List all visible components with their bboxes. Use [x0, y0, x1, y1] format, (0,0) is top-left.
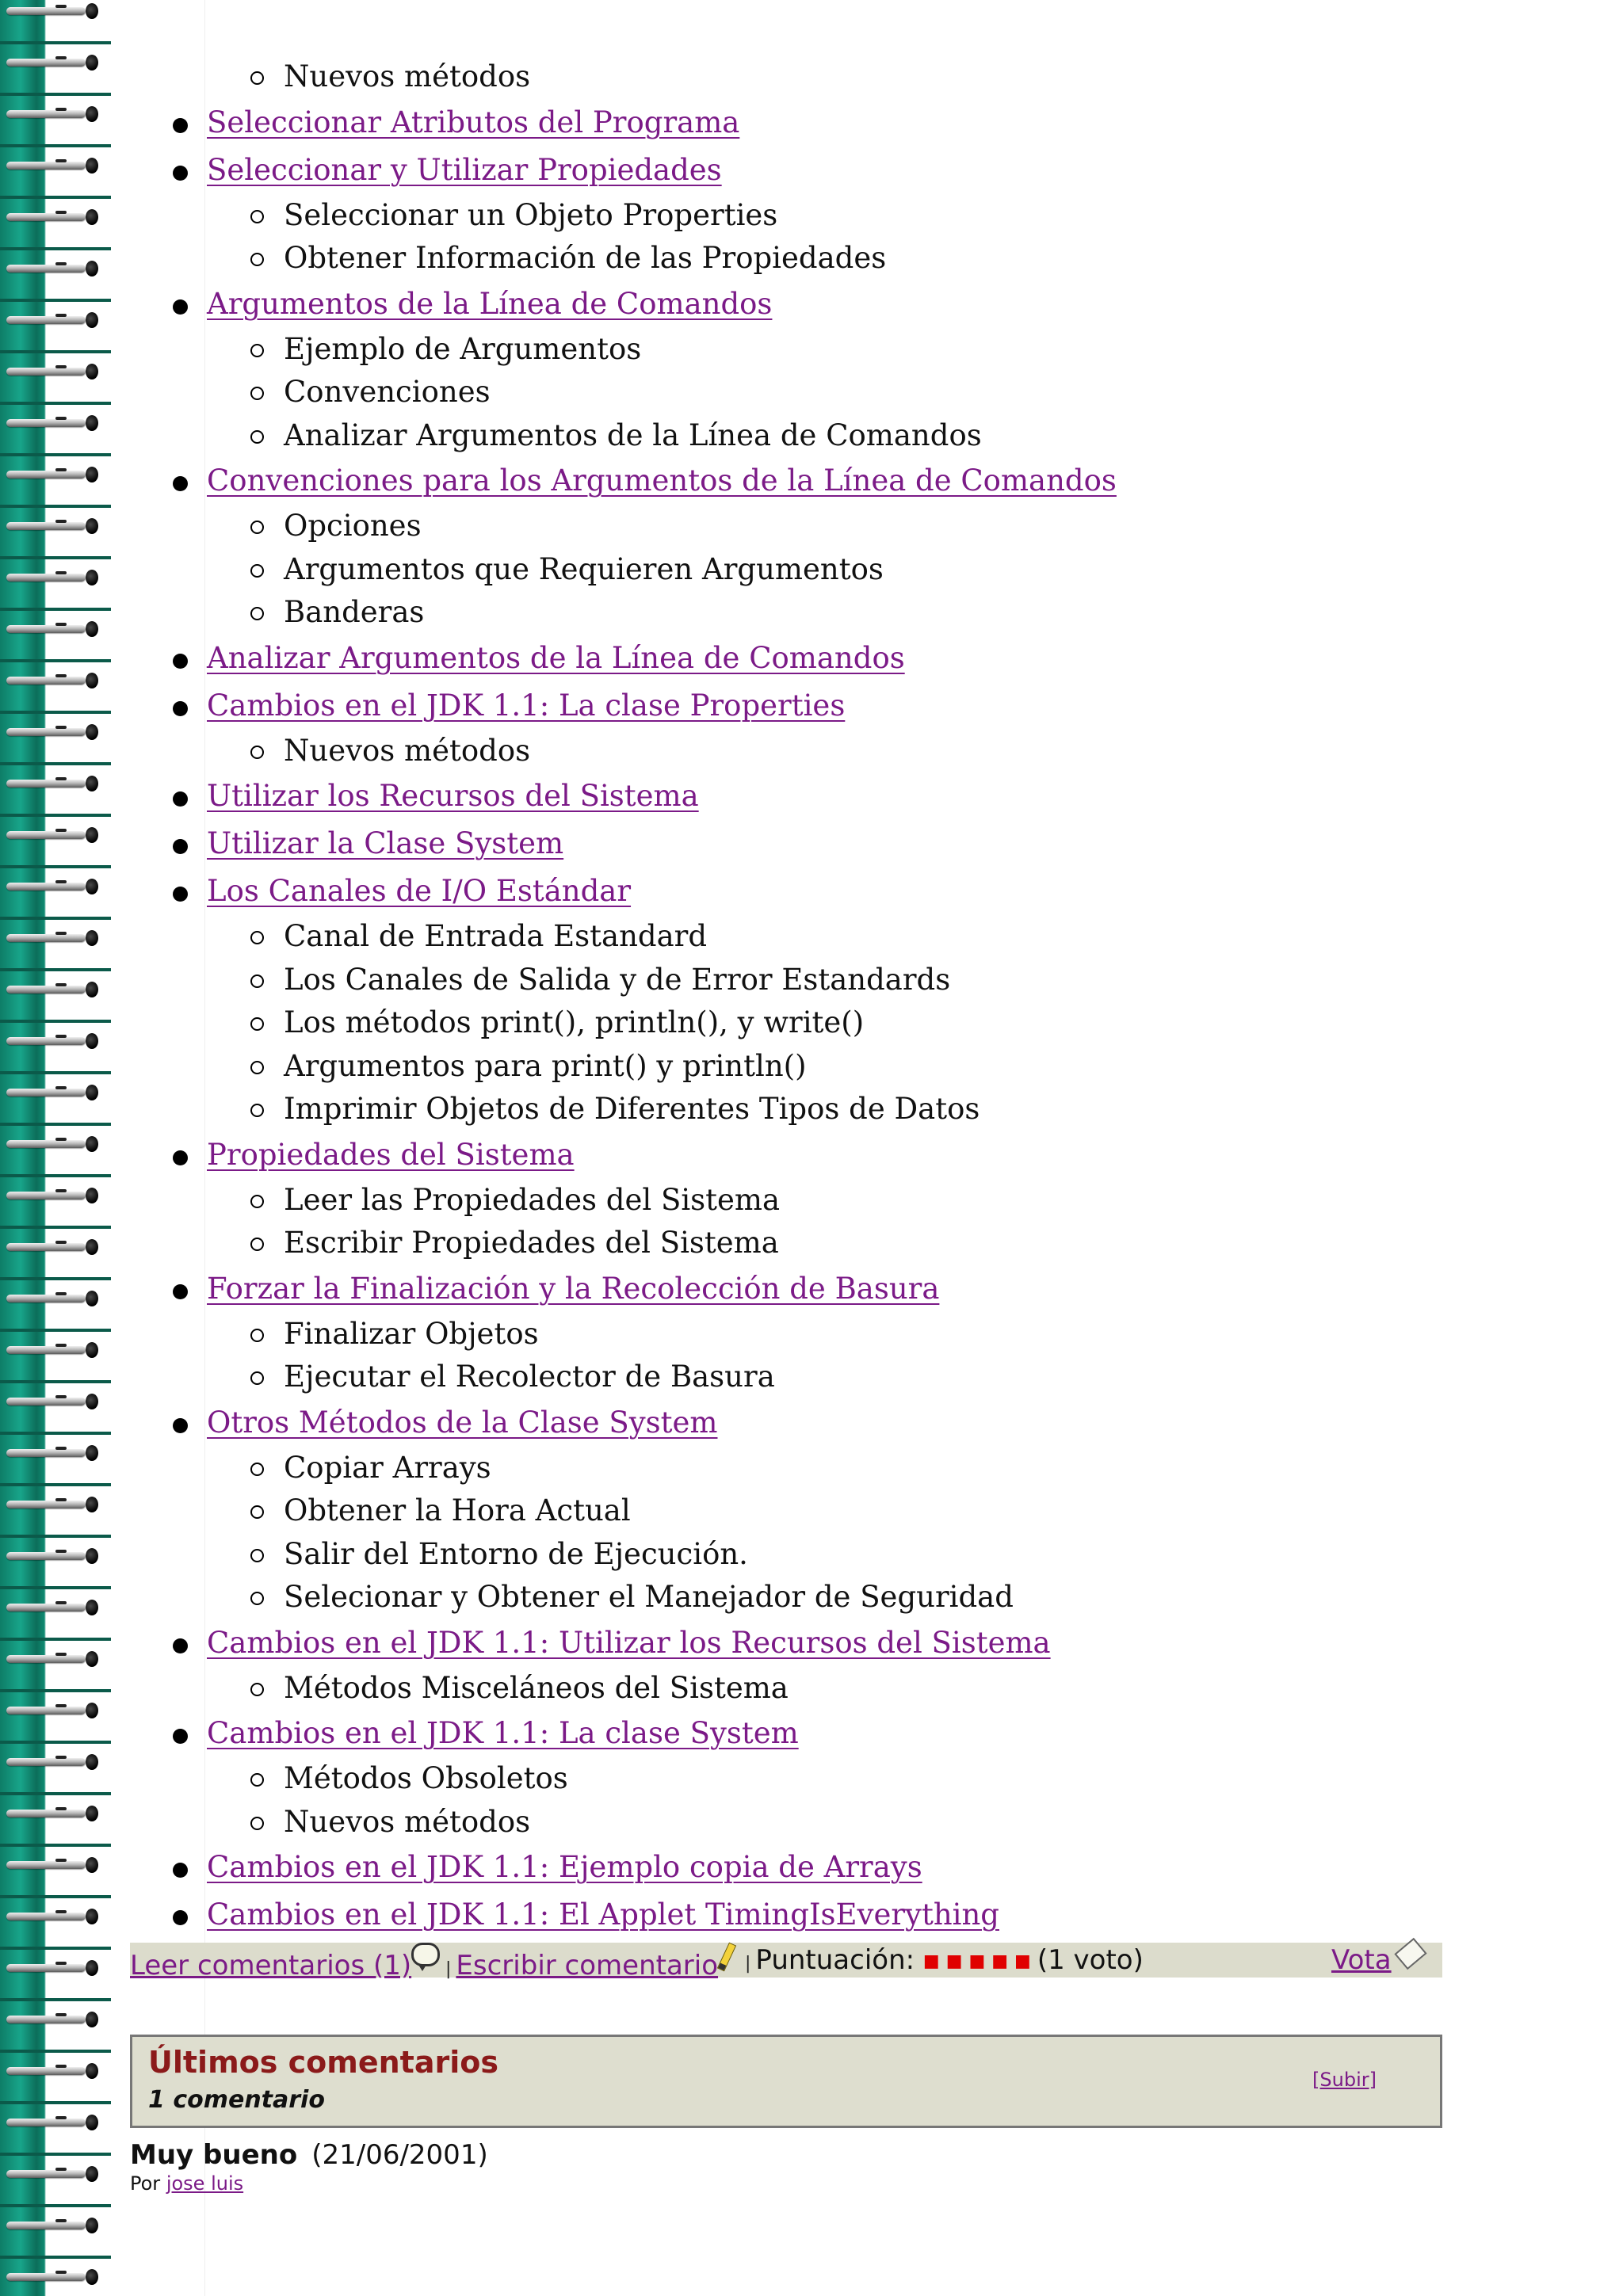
toc-subsection-item	[0, 730, 1442, 773]
toc-list	[0, 55, 1442, 1939]
bullet-icon	[173, 118, 188, 133]
bullet-icon	[173, 1418, 188, 1433]
bullet-icon	[173, 1284, 188, 1299]
circle-bullet-icon	[250, 1683, 264, 1696]
latest-comments-header	[130, 2035, 1442, 2128]
pencil-icon	[717, 1943, 736, 1972]
toc-subsection-label: Banderas	[284, 595, 425, 629]
toc-subsection-item	[0, 414, 1442, 458]
toc-section-item	[0, 772, 1442, 820]
toc-section-item	[0, 1399, 1442, 1447]
toc-subsection-item	[0, 1313, 1442, 1356]
bullet-icon	[173, 654, 188, 669]
circle-bullet-icon	[250, 1195, 264, 1208]
toc-subsection-item	[0, 1447, 1442, 1490]
circle-bullet-icon	[250, 1017, 264, 1031]
toc-subsection-item	[0, 1222, 1442, 1265]
circle-bullet-icon	[250, 1061, 264, 1074]
comment-date: (21/06/2001)	[311, 2139, 488, 2171]
toc-subsection-label: Canal de Entrada Estandard	[284, 919, 708, 953]
comment-title: Muy bueno	[130, 2139, 298, 2171]
spiral-ring	[6, 2214, 101, 2237]
separator: |	[745, 1954, 751, 1974]
score-label: Puntuación:	[755, 1944, 915, 1976]
circle-bullet-icon	[250, 1549, 264, 1562]
bullet-icon	[173, 1910, 188, 1925]
toc-subsection-item	[0, 548, 1442, 592]
circle-bullet-icon	[250, 1371, 264, 1385]
toc-section-item	[0, 147, 1442, 194]
vote-icon[interactable]	[1394, 1938, 1426, 1970]
toc-section-item	[0, 1131, 1442, 1179]
speech-bubble-icon	[411, 1943, 440, 1966]
circle-bullet-icon	[250, 1773, 264, 1787]
spiral-ring	[6, 2008, 101, 2031]
circle-bullet-icon	[250, 1463, 264, 1476]
comment-byline	[130, 2172, 1438, 2195]
toc-subsection-item	[0, 1533, 1442, 1577]
write-comment-link[interactable]: Escribir comentario	[456, 1950, 719, 1981]
spiral-ring	[6, 1957, 101, 1979]
toc-subsection-item	[0, 1667, 1442, 1711]
toc-subsection-item	[0, 1489, 1442, 1533]
toc-subsection-label: Nuevos métodos	[284, 1804, 531, 1839]
circle-bullet-icon	[250, 1505, 264, 1519]
toc-subsection-label: Imprimir Objetos de Diferentes Tipos de Datos	[284, 1092, 980, 1126]
toc-subsection-label: Métodos Misceláneos del Sistema	[284, 1670, 789, 1705]
toc-section-link[interactable]: Propiedades del Sistema	[207, 1137, 575, 1172]
toc-section-item	[0, 635, 1442, 682]
toc-section-link[interactable]: Cambios en el JDK 1.1: Ejemplo copia de Arrays	[207, 1850, 922, 1884]
toc-section-link[interactable]: Utilizar la Clase System	[207, 826, 564, 860]
toc-section-link[interactable]: Convenciones para los Argumentos de la Línea de Comandos	[207, 463, 1117, 498]
toc-section-item	[0, 99, 1442, 147]
circle-bullet-icon	[250, 1238, 264, 1251]
toc-subsection-label: Convenciones	[284, 375, 491, 409]
toc-section-link[interactable]: Cambios en el JDK 1.1: El Applet TimingIsEverything	[207, 1897, 999, 1932]
table-of-contents	[0, 55, 1442, 1939]
circle-bullet-icon	[250, 974, 264, 988]
toc-section-link[interactable]: Los Canales de I/O Estándar	[207, 874, 632, 908]
rating-bar	[130, 1943, 1442, 1981]
toc-subsection-item	[0, 1801, 1442, 1844]
spiral-ring	[6, 2266, 101, 2288]
toc-subsection-label: Obtener Información de las Propiedades	[284, 241, 887, 275]
circle-bullet-icon	[250, 344, 264, 357]
toc-section-item	[0, 280, 1442, 328]
toc-section-link[interactable]: Cambios en el JDK 1.1: La clase Properties	[207, 688, 846, 723]
toc-section-item	[0, 1891, 1442, 1939]
comment-entry	[130, 2139, 1438, 2195]
toc-subsection-label: Obtener la Hora Actual	[284, 1493, 631, 1527]
toc-subsection-label: Los métodos print(), println(), y write()	[284, 1005, 865, 1039]
vote-link[interactable]: Vota	[1331, 1944, 1392, 1976]
toc-section-item	[0, 457, 1442, 505]
toc-subsection-item	[0, 1356, 1442, 1399]
toc-subsection-item	[0, 371, 1442, 414]
toc-subsection-item	[0, 55, 1442, 99]
toc-section-item	[0, 820, 1442, 868]
toc-subsection-item	[0, 237, 1442, 280]
back-to-top-link[interactable]: [Subir]	[1312, 2069, 1377, 2091]
toc-section-item	[0, 1710, 1442, 1757]
toc-subsection-item	[0, 505, 1442, 548]
bullet-icon	[173, 887, 188, 902]
read-comments-link[interactable]: Leer comentarios (1)	[130, 1950, 412, 1981]
circle-bullet-icon	[250, 253, 264, 266]
toc-section-link[interactable]: Utilizar los Recursos del Sistema	[207, 779, 699, 813]
toc-subsection-label: Escribir Propiedades del Sistema	[284, 1226, 779, 1260]
bullet-icon	[173, 299, 188, 315]
votes-count: (1 voto)	[1037, 1944, 1144, 1976]
toc-subsection-label: Argumentos que Requieren Argumentos	[284, 551, 884, 586]
by-label: Por	[130, 2172, 161, 2195]
toc-section-item	[0, 1619, 1442, 1667]
toc-subsection-item	[0, 1576, 1442, 1619]
toc-subsection-item	[0, 915, 1442, 959]
latest-comments-title: Últimos comentarios	[148, 2045, 498, 2080]
circle-bullet-icon	[250, 1592, 264, 1605]
bullet-icon	[173, 166, 188, 181]
toc-section-link[interactable]: Forzar la Finalización y la Recolección de Basura	[207, 1271, 940, 1306]
toc-section-link[interactable]: Otros Métodos de la Clase System	[207, 1405, 718, 1440]
spiral-ring	[6, 2060, 101, 2082]
toc-subsection-item	[0, 959, 1442, 1002]
bullet-icon	[173, 701, 188, 716]
toc-subsection-item	[0, 591, 1442, 635]
circle-bullet-icon	[250, 1329, 264, 1342]
toc-subsection-label: Ejecutar el Recolector de Basura	[284, 1360, 775, 1394]
toc-subsection-label: Leer las Propiedades del Sistema	[284, 1182, 781, 1217]
circle-bullet-icon	[250, 210, 264, 223]
circle-bullet-icon	[250, 1104, 264, 1117]
toc-section-link[interactable]: Seleccionar y Utilizar Propiedades	[207, 152, 722, 187]
toc-section-item	[0, 1844, 1442, 1891]
bullet-icon	[173, 839, 188, 854]
spiral-ring	[6, 2163, 101, 2185]
toc-section-link[interactable]: Argumentos de la Línea de Comandos	[207, 286, 773, 321]
toc-subsection-label: Salir del Entorno de Ejecución.	[284, 1536, 748, 1571]
toc-subsection-label: Ejemplo de Argumentos	[284, 331, 642, 366]
toc-subsection-item	[0, 1001, 1442, 1045]
bullet-icon	[173, 1863, 188, 1878]
comments-count: 1 comentario	[148, 2086, 325, 2114]
circle-bullet-icon	[250, 607, 264, 620]
bullet-icon	[173, 1150, 188, 1165]
toc-subsection-label: Selecionar y Obtener el Manejador de Seguridad	[284, 1580, 1014, 1614]
toc-section-item	[0, 1265, 1442, 1313]
toc-subsection-label: Seleccionar un Objeto Properties	[284, 197, 778, 232]
circle-bullet-icon	[250, 931, 264, 944]
circle-bullet-icon	[250, 564, 264, 578]
toc-section-link[interactable]: Seleccionar Atributos del Programa	[207, 105, 740, 139]
bullet-icon	[173, 1729, 188, 1744]
circle-bullet-icon	[250, 1817, 264, 1830]
toc-subsection-label: Los Canales de Salida y de Error Estandards	[284, 962, 951, 997]
bullet-icon	[173, 1638, 188, 1653]
toc-subsection-label: Argumentos para print() y println()	[284, 1048, 807, 1083]
toc-subsection-label: Finalizar Objetos	[284, 1316, 539, 1351]
toc-section-item	[0, 868, 1442, 915]
circle-bullet-icon	[250, 746, 264, 759]
circle-bullet-icon	[250, 430, 264, 444]
toc-subsection-item	[0, 328, 1442, 372]
toc-section-link[interactable]: Analizar Argumentos de la Línea de Comandos	[207, 640, 905, 675]
toc-subsection-label: Nuevos métodos	[284, 59, 531, 93]
circle-bullet-icon	[250, 71, 264, 85]
toc-section-link[interactable]: Cambios en el JDK 1.1: Utilizar los Recursos del Sistema	[207, 1625, 1051, 1660]
score-dots: ■■■■■	[922, 1951, 1037, 1971]
toc-subsection-item	[0, 1045, 1442, 1089]
toc-section-link[interactable]: Cambios en el JDK 1.1: La clase System	[207, 1716, 799, 1750]
toc-subsection-label: Nuevos métodos	[284, 733, 531, 768]
toc-subsection-item	[0, 194, 1442, 238]
toc-subsection-item	[0, 1757, 1442, 1801]
toc-subsection-label: Opciones	[284, 509, 422, 543]
separator: |	[445, 1959, 452, 1979]
circle-bullet-icon	[250, 387, 264, 400]
spiral-ring	[6, 0, 101, 22]
circle-bullet-icon	[250, 521, 264, 534]
toc-section-item	[0, 682, 1442, 730]
spiral-ring	[6, 2111, 101, 2134]
toc-subsection-item	[0, 1179, 1442, 1222]
bullet-icon	[173, 791, 188, 807]
bullet-icon	[173, 476, 188, 491]
toc-subsection-label: Copiar Arrays	[284, 1450, 491, 1485]
toc-subsection-label: Analizar Argumentos de la Línea de Comandos	[284, 418, 982, 452]
toc-subsection-label: Métodos Obsoletos	[284, 1761, 568, 1795]
comment-author-link[interactable]: jose luis	[166, 2172, 244, 2195]
toc-subsection-item	[0, 1088, 1442, 1131]
